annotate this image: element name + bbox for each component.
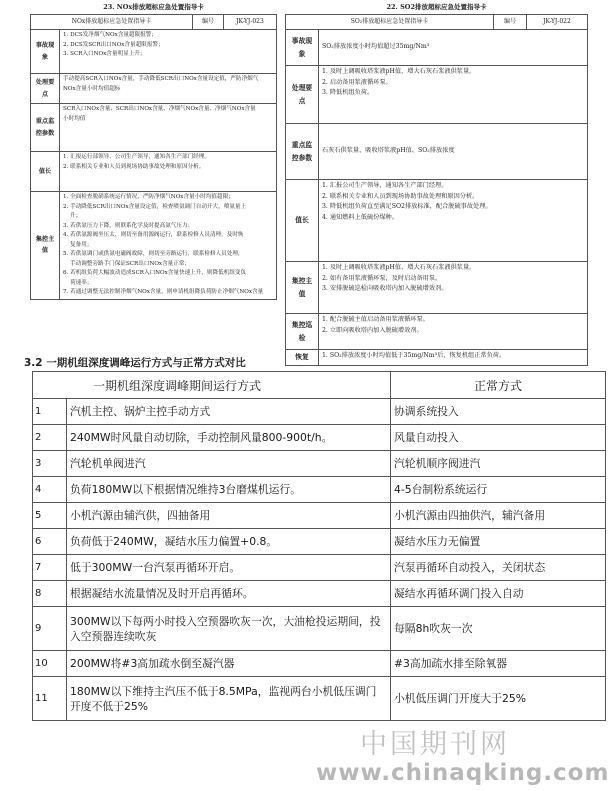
peak-mode-cell: 负荷低于240MW，凝结水压力偏置+0.8。: [67, 529, 391, 555]
normal-mode-cell: 协调系统投入: [391, 399, 606, 425]
row-number: 9: [33, 607, 67, 651]
peak-mode-cell: 低于300MW一台汽泵再循环开启。: [67, 555, 391, 581]
symptoms-content: 1. DCS发净烟气NOx含量超限报警； 2. DCS发SCR出口NOx含量超限报警； 3. SCR入口NOx含量明显上升；: [60, 30, 277, 74]
peak-mode-cell: 汽机主控、锅炉主控手动方式: [67, 399, 391, 425]
card-code: JK-YJ-023: [224, 15, 277, 30]
symptoms-content: SO₂排放浓度小时均值超过35mg/Nm³: [319, 30, 588, 66]
normal-mode-cell: 小机低压调门开度大于25%: [391, 677, 606, 721]
label-symptoms: 事故现象: [286, 30, 319, 66]
normal-mode-cell: 凝结水再循环调门投入自动: [391, 581, 606, 607]
normal-mode-cell: 汽泵再循环自动投入，关闭状态: [391, 555, 606, 581]
table-row: [33, 607, 606, 651]
shift-leader-content: 1. 汇报公司生产领导，通知各生产部门经理。 2. 联系相关专业和人员到现场协助事故处理和原因分析。 3. 降低机组负荷直至满足SO2排放标准，配合脱硫事故处理。 4. 通知燃料上低硫份煤种。: [319, 180, 588, 262]
peak-mode-cell: 根据凝结水流量情况及时开启再循环。: [67, 581, 391, 607]
peak-mode-cell: 汽轮机单阀进汽: [67, 451, 391, 477]
monitor-params-content: SCR入口NOx含量、SCR出口NOx含量、净烟气NOx含量、净烟气NOx含量 小时均值: [60, 104, 277, 152]
label-monitor-params: 重点监控参数: [286, 124, 319, 180]
row-number: 6: [33, 529, 67, 555]
control-operator-content: 1. 全面检查脱硝系统运行情况，严防净烟气NOx含量小时均值超限； 2. 手动降低SCR出口NOx含量设定值，检查喷氨调门自动开大，喷氨量上 升； 3. 若供氨压力下降，则联系化学及时提高氨气压力； 4. 若供氨源阀坐压太，则切至备用源阀运行，联系检修人员清理，及时恢 复备用； 5. 若供氨调门或供氨电磁阀故障，则切至旁路运行，联系检修人员处理， 手动调整旁路手门保证SCR出口NOx含量正常； 6. 若机组负荷大幅波动造成SCR入口NOx含量快速上升，则降低机组变负 荷速率； 7. 若通过调整无法控制净烟气NOx含量，则申请机组降负荷防止净烟气NOx含量: [60, 192, 277, 300]
so2-emergency-card: [285, 0, 588, 368]
table-row: [33, 399, 606, 425]
label-shift-leader: 值长: [286, 180, 319, 262]
table-row: [33, 651, 606, 677]
control-patrol-content: 1. 配合脱硫主值启动备用浆液循环泵。 2. 立即向吸收塔内加入脱硫增效剂。: [319, 314, 588, 350]
label-control-operator: 集控主值: [286, 262, 319, 314]
section-title: 3.2 一期机组深度调峰运行方式与正常方式对比: [24, 357, 246, 369]
label-key-points: 处理要点: [286, 66, 319, 124]
normal-mode-cell: 4-5台制粉系统运行: [391, 477, 606, 503]
card-title: 22. SO2排放超标应急处置指导卡: [386, 3, 487, 11]
normal-mode-cell: #3高加疏水排至除氧器: [391, 651, 606, 677]
card-name: SO₂排放超标应急处置指导卡: [286, 15, 494, 30]
normal-mode-cell: 小机汽源由四抽供汽，辅汽备用: [391, 503, 606, 529]
table-row: [33, 677, 606, 721]
table-row: [33, 555, 606, 581]
key-points-content: 1. 及时上调吸收塔浆液pH值，增大石灰石浆液供浆量。 2. 启动备用浆液循环泵。 3. 降低机组负荷。: [319, 66, 588, 124]
code-label: 编号: [193, 15, 224, 30]
header-peak-mode: 一期机组深度调峰期间运行方式: [33, 372, 391, 399]
row-number: 4: [33, 477, 67, 503]
normal-mode-cell: 风量自动投入: [391, 425, 606, 451]
peak-mode-cell: 300MW以下每两小时投入空预器吹灰一次，大油枪投运期间，投入空预器连续吹灰: [67, 607, 391, 651]
card-name: NOx排放超标应急处置指导卡: [31, 15, 193, 30]
watermark-cn: 中国期刊网: [360, 729, 510, 760]
row-number: 5: [33, 503, 67, 529]
card-code: JK-YJ-022: [527, 15, 588, 30]
key-points-content: 手动提高SCR入口NOx含量，手动降低SCR出口NOx含量设定值，严防净烟气 NOx含量小时均值超标: [60, 74, 277, 104]
row-number: 2: [33, 425, 67, 451]
table-row: [33, 451, 606, 477]
row-number: 10: [33, 651, 67, 677]
peak-mode-cell: 180MW以下维持主汽压不低于8.5MPa，监视两台小机低压调门开度不低于25%: [67, 677, 391, 721]
table-row: [33, 581, 606, 607]
label-monitor-params: 重点监控参数: [31, 104, 60, 152]
recovery-content: 1. SO₂排放浓度小时均值低于35mg/Nm³后，恢复机组正常负荷。: [319, 350, 588, 366]
card-table: [30, 14, 277, 300]
control-operator-content: 1. 及时上调吸收塔浆液pH值，增大石灰石浆液供浆量。 2. 如有备用浆液循环泵，及时启动备用泵。 3. 安排脱硫巡检向吸收塔内加入脱硫增效剂。: [319, 262, 588, 314]
row-number: 3: [33, 451, 67, 477]
table-header-row: [33, 372, 606, 399]
table-row: [33, 477, 606, 503]
peak-mode-cell: 200MW将#3高加疏水倒至凝汽器: [67, 651, 391, 677]
label-shift-leader: 值长: [31, 152, 60, 192]
comparison-table: [32, 371, 606, 721]
label-symptoms: 事故现象: [31, 30, 60, 74]
shift-leader-content: 1. 汇报运行部领导、公司生产领导，通知各生产部门经理。 2. 联系相关专业和人员到现场协助事故处理和原因分析。: [60, 152, 277, 192]
label-recovery: 恢复: [286, 350, 319, 366]
row-number: 1: [33, 399, 67, 425]
card-title: 23. NOx排放超标应急处置指导卡: [103, 3, 204, 11]
normal-mode-cell: 每隔8h吹灰一次: [391, 607, 606, 651]
table-row: [33, 529, 606, 555]
card-table: [285, 14, 588, 366]
watermark-url: www.chinaqking.com: [316, 760, 609, 786]
peak-mode-cell: 小机汽源由辅汽供，四抽备用: [67, 503, 391, 529]
nox-emergency-card: [30, 0, 277, 362]
peak-mode-cell: 负荷180MW以下根据情况维持3台磨煤机运行。: [67, 477, 391, 503]
monitor-params-content: 石灰石供浆量、吸收塔浆液pH值、SO₂排放浓度: [319, 124, 588, 180]
table-row: [33, 425, 606, 451]
normal-mode-cell: 凝结水压力无偏置: [391, 529, 606, 555]
label-key-points: 处理要点: [31, 74, 60, 104]
label-control-patrol: 集控巡检: [286, 314, 319, 350]
code-label: 编号: [494, 15, 527, 30]
table-row: [33, 503, 606, 529]
header-normal-mode: 正常方式: [391, 372, 606, 399]
row-number: 8: [33, 581, 67, 607]
peak-mode-cell: 240MW时风量自动切除，手动控制风量800-900t/h。: [67, 425, 391, 451]
normal-mode-cell: 汽轮机顺序阀进汽: [391, 451, 606, 477]
label-control-operator: 集控主值: [31, 192, 60, 300]
row-number: 11: [33, 677, 67, 721]
comparison-table-body: [33, 399, 606, 721]
row-number: 7: [33, 555, 67, 581]
